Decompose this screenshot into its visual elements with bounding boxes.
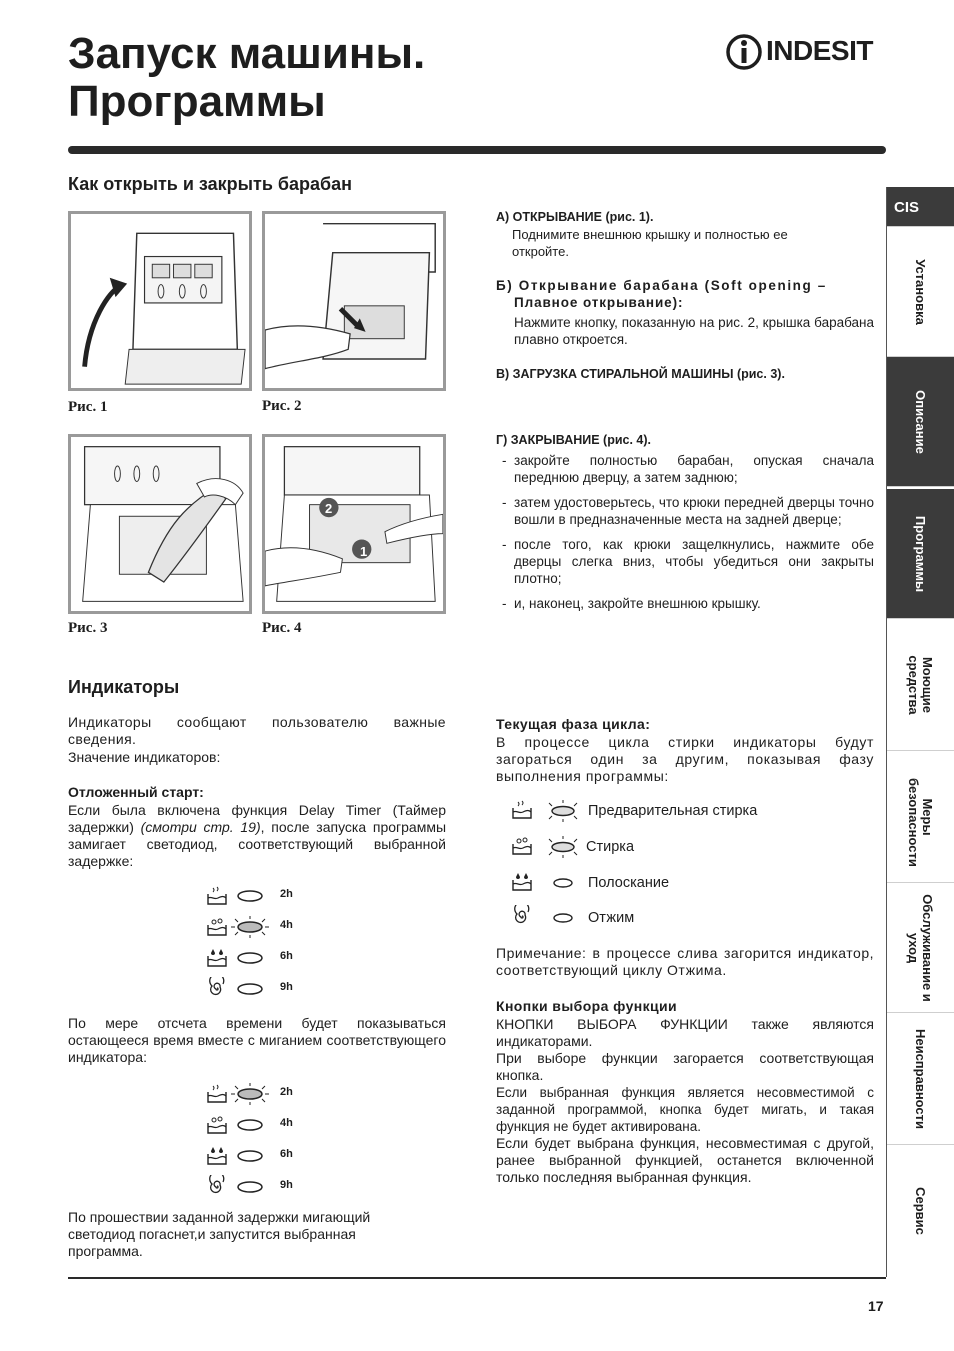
drain-note: Примечание: в процессе слива загорится индикатор, соответствующий циклу Отжима.: [496, 945, 874, 978]
drum-section-heading: Как открыть и закрыть барабан: [68, 174, 353, 194]
countdown-indicator-9h: 9h: [205, 1175, 305, 1199]
delay-end-text: По прошествии заданной задержки мигающий светодиод погаснет,и запустится выбранная программа.: [68, 1209, 371, 1259]
figure-4-illustration: [265, 437, 443, 611]
step-a-text: Поднимите внешнюю крышку и полностью ее откройте.: [512, 227, 788, 259]
figure-4-marker-1: 1: [360, 544, 368, 559]
led-blinking-icon: [231, 1082, 269, 1106]
step-c-title: В) ЗАГРУЗКА СТИРАЛЬНОЙ МАШИНЫ (рис. 3).: [496, 367, 785, 381]
sidebar-tab-programs[interactable]: Программы: [886, 489, 954, 619]
step-b-text: Нажмите кнопку, показанную на рис. 2, крышка барабана плавно откроется.: [514, 315, 874, 347]
countdown-indicator-2h: 2h: [205, 1082, 305, 1106]
delay-indicator-9h: 9h: [205, 977, 305, 1001]
sidebar-tab-description[interactable]: Описание: [886, 357, 954, 487]
brand-logo: [726, 32, 890, 72]
step-a-title: А) ОТКРЫВАНИЕ (рис. 1).: [496, 210, 654, 224]
led-blinking-icon: [544, 799, 582, 823]
cycle-phase-text: В процессе цикла стирки индикаторы будут загораться один за другим, показывая фазу выполнения программы:: [496, 734, 874, 784]
phase-rinse: Полоскание: [510, 870, 810, 896]
figure-2: [262, 211, 446, 391]
delay-start-page-ref: (смотри стр. 19): [140, 819, 261, 835]
brand-name: INDESIT: [766, 35, 873, 66]
indicators-heading: Индикаторы: [68, 677, 180, 697]
delay-indicator-2h: 2h: [205, 884, 305, 908]
sidebar-tab-service[interactable]: Сервис: [913, 1187, 928, 1235]
figure-4: [262, 434, 446, 614]
delay-start-text: Если была включена функция Delay Timer (Таймер задержки) (смотри стр. 19), после запуска программы замигает светодиод, соответствующий выбранной задержке:: [68, 802, 447, 869]
function-buttons-title: Кнопки выбора функции: [496, 998, 678, 1014]
spin-icon: [510, 905, 534, 929]
phase-wash: Стирка: [510, 834, 810, 860]
step-b-title-line2: Плавное открывание):: [514, 295, 684, 310]
figure-2-illustration: [265, 214, 443, 388]
cycle-phase-title: Текущая фаза цикла:: [496, 716, 651, 732]
brand-logo-icon: [726, 32, 766, 72]
figure-4-marker-2: 2: [325, 501, 333, 516]
wash-icon: [205, 1113, 229, 1137]
figure-3-illustration: [71, 437, 249, 611]
sidebar-tab-maintenance[interactable]: Обслуживание и уход: [886, 883, 954, 1013]
page-title: [68, 30, 425, 126]
led-blinking-icon: [231, 915, 269, 939]
figure-3: [68, 434, 252, 614]
led-off-icon: [235, 1117, 265, 1133]
figure-4-caption: Рис. 4: [262, 620, 302, 636]
prewash-icon: [510, 798, 534, 822]
sidebar-divider: [886, 187, 887, 1277]
sidebar-tab-detergents[interactable]: Моющие средства: [886, 619, 954, 751]
step-d-list: [500, 452, 874, 620]
countdown-text: По мере отсчета времени будет показываться остающееся время вместе с миганием соответствующего индикатора:: [68, 1015, 446, 1065]
spin-icon: [205, 977, 229, 1001]
delay-start-title: Отложенный старт:: [68, 784, 204, 800]
wash-icon: [205, 915, 229, 939]
step-d-item: - и, наконец, закройте внешнюю крышку.: [500, 595, 874, 612]
function-buttons-text: КНОПКИ ВЫБОРА ФУНКЦИИ также являются индикаторами. При выборе функции загорается соответствующая кнопка. Если выбранная функция является несовместимой с заданной программой, кнопка будет мигать, и такая функция не будет активирована. Если будет выбрана функция, несовместимая с другой, ранее выбранной функцией, останется включенной только последняя выбранная функция.: [496, 1016, 874, 1185]
title-line-2: Программы: [68, 77, 326, 126]
indicators-intro: Индикаторы сообщают пользователю важные сведения.: [68, 714, 446, 747]
step-d-title: Г) ЗАКРЫВАНИЕ (рис. 4).: [496, 433, 652, 447]
led-off-icon: [235, 1179, 265, 1195]
delay-indicator-4h: 4h: [205, 915, 305, 939]
prewash-icon: [205, 884, 229, 908]
led-off-icon: [548, 875, 578, 891]
phase-spin: Отжим: [510, 905, 810, 931]
title-divider: [68, 146, 886, 154]
figure-1: [68, 211, 252, 391]
sidebar-tab-safety[interactable]: Меры безопасности: [886, 751, 954, 883]
led-off-icon: [235, 981, 265, 997]
rinse-icon: [510, 870, 534, 894]
page-number: 17: [868, 1298, 884, 1314]
delay-indicator-6h: 6h: [205, 946, 305, 970]
led-off-icon: [235, 1148, 265, 1164]
step-d-item: - закройте полностью барабан, опуская сначала переднюю дверцу, а затем заднюю;: [500, 452, 874, 486]
figure-1-caption: Рис. 1: [68, 399, 108, 415]
step-b-title-line1: Б) Открывание барабана (Soft opening –: [496, 278, 827, 293]
spin-icon: [205, 1175, 229, 1199]
sidebar-tab-troubleshooting[interactable]: Неисправности: [886, 1013, 954, 1145]
sidebar-lang-tab[interactable]: CIS: [886, 187, 954, 227]
section-sidebar: [886, 187, 954, 1277]
prewash-icon: [205, 1082, 229, 1106]
led-blinking-icon: [544, 835, 582, 859]
step-d-item: - после того, как крюки защелкнулись, нажмите обе дверцы слегка вниз, чтобы убедиться они закрыты плотно;: [500, 536, 874, 587]
phase-prewash: Предварительная стирка: [510, 798, 810, 824]
rinse-icon: [205, 946, 229, 970]
led-off-icon: [548, 910, 578, 926]
countdown-indicator-6h: 6h: [205, 1144, 305, 1168]
sidebar-tab-installation[interactable]: Установка: [886, 227, 954, 357]
led-off-icon: [235, 888, 265, 904]
indicators-intro-2: Значение индикаторов:: [68, 749, 221, 765]
countdown-indicator-4h: 4h: [205, 1113, 305, 1137]
wash-icon: [510, 834, 534, 858]
figure-3-caption: Рис. 3: [68, 620, 108, 636]
title-line-1: Запуск машины.: [68, 29, 426, 78]
led-off-icon: [235, 950, 265, 966]
footer-rule: [68, 1277, 886, 1279]
rinse-icon: [205, 1144, 229, 1168]
figure-1-illustration: [71, 214, 249, 388]
figure-2-caption: Рис. 2: [262, 398, 302, 414]
step-d-item: - затем удостоверьтесь, что крюки передней дверцы точно вошли в предназначенные места на задней дверце;: [500, 494, 874, 528]
